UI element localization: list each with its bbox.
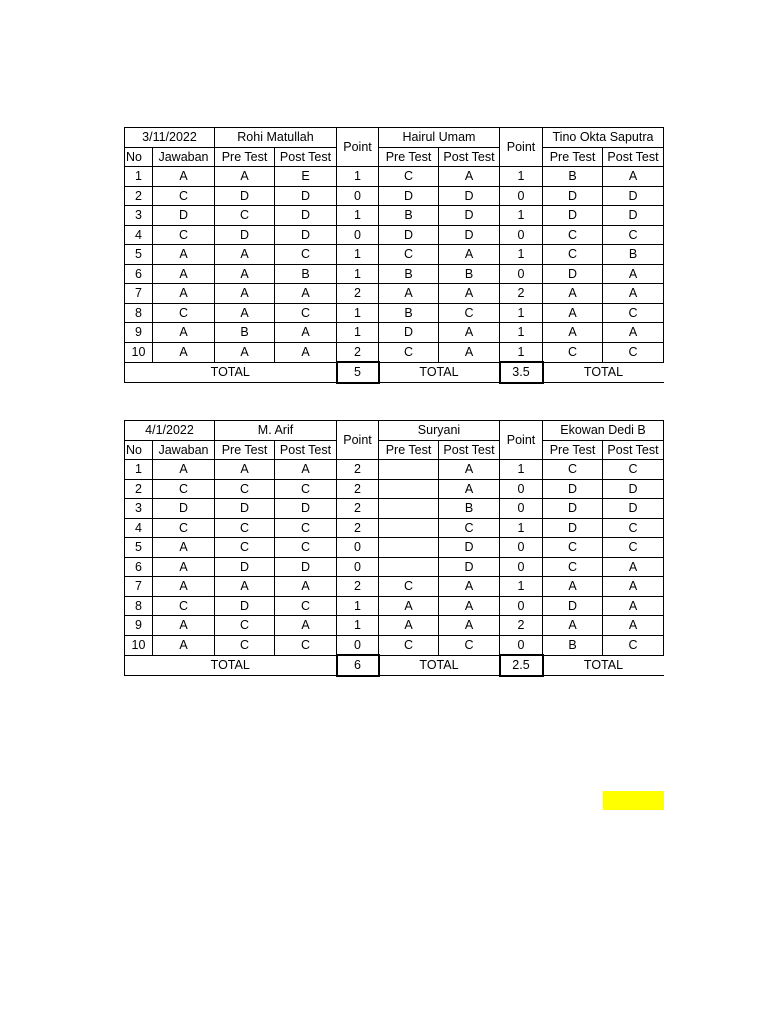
post-test-cell: C [275, 518, 337, 538]
date-header: 4/1/2022 [125, 421, 215, 441]
table-row [125, 206, 664, 226]
post-test-cell: C [439, 635, 500, 655]
total-point-value: 6 [337, 655, 379, 676]
pre-test-cell: C [379, 342, 439, 362]
total-label: TOTAL [125, 655, 337, 676]
point-cell: 0 [500, 225, 543, 245]
pre-test-cell: A [543, 303, 603, 323]
row-number: 1 [125, 167, 153, 187]
pre-test-cell: A [543, 323, 603, 343]
post-test-cell: D [439, 557, 500, 577]
pre-test-header: Pre Test [379, 440, 439, 460]
pre-test-cell: B [543, 167, 603, 187]
pre-test-header: Pre Test [215, 147, 275, 167]
answer-key-cell: C [153, 225, 215, 245]
row-number: 2 [125, 479, 153, 499]
pre-test-cell [379, 538, 439, 558]
point-cell: 0 [500, 596, 543, 616]
header-row-columns [125, 440, 664, 460]
pre-test-cell: C [543, 557, 603, 577]
total-label: TOTAL [379, 655, 500, 676]
post-test-cell: D [275, 557, 337, 577]
pre-test-cell: C [379, 245, 439, 265]
pre-test-cell: A [379, 596, 439, 616]
pre-test-cell: D [215, 499, 275, 519]
pre-test-cell: A [215, 577, 275, 597]
post-test-cell: A [439, 342, 500, 362]
post-test-cell: A [275, 323, 337, 343]
post-test-cell: A [275, 460, 337, 480]
post-test-cell: A [603, 264, 664, 284]
pre-test-cell: C [215, 635, 275, 655]
point-cell: 1 [500, 342, 543, 362]
table-row [125, 245, 664, 265]
point-cell: 1 [337, 264, 379, 284]
pre-test-cell: C [215, 538, 275, 558]
row-number: 10 [125, 342, 153, 362]
table-row [125, 616, 664, 636]
table-row [125, 557, 664, 577]
answer-key-cell: A [153, 616, 215, 636]
point-cell: 1 [337, 616, 379, 636]
point-cell: 2 [337, 460, 379, 480]
row-number: 8 [125, 596, 153, 616]
post-test-cell: D [603, 479, 664, 499]
post-test-cell: D [603, 186, 664, 206]
pre-test-cell: D [543, 596, 603, 616]
post-test-cell: A [275, 342, 337, 362]
post-test-cell: A [439, 167, 500, 187]
person-name-header: Suryani [379, 421, 500, 441]
pre-test-cell: D [215, 557, 275, 577]
point-cell: 0 [500, 186, 543, 206]
pre-test-cell: C [543, 342, 603, 362]
person-name-header: Ekowan Dedi B [543, 421, 664, 441]
point-header: Point [337, 421, 379, 460]
post-test-cell: D [603, 499, 664, 519]
row-number: 7 [125, 577, 153, 597]
pre-test-cell: A [215, 284, 275, 304]
table-row [125, 225, 664, 245]
post-test-cell: A [439, 284, 500, 304]
pre-test-cell: A [543, 616, 603, 636]
post-test-cell: D [439, 538, 500, 558]
post-test-cell: A [603, 577, 664, 597]
pre-test-cell: A [215, 303, 275, 323]
row-number: 9 [125, 616, 153, 636]
point-cell: 0 [500, 557, 543, 577]
pre-test-cell: B [215, 323, 275, 343]
score-table-1 [124, 127, 664, 384]
post-test-cell: C [603, 342, 664, 362]
point-cell: 0 [337, 225, 379, 245]
post-test-cell: A [603, 167, 664, 187]
pre-test-cell: D [543, 264, 603, 284]
point-cell: 1 [500, 245, 543, 265]
post-test-cell: D [275, 499, 337, 519]
pre-test-cell: A [215, 264, 275, 284]
post-test-cell: A [603, 557, 664, 577]
header-row-columns [125, 147, 664, 167]
pre-test-cell: C [543, 225, 603, 245]
answer-key-cell: A [153, 264, 215, 284]
post-test-cell: E [275, 167, 337, 187]
post-test-cell: A [439, 616, 500, 636]
highlighted-cell [603, 791, 664, 810]
point-header: Point [337, 128, 379, 167]
point-cell: 0 [337, 538, 379, 558]
post-test-cell: A [275, 284, 337, 304]
row-number: 6 [125, 264, 153, 284]
no-column-header: No [125, 147, 153, 167]
pre-test-cell: A [215, 342, 275, 362]
point-header: Point [500, 128, 543, 167]
row-number: 5 [125, 538, 153, 558]
point-cell: 1 [337, 303, 379, 323]
point-cell: 2 [337, 342, 379, 362]
pre-test-cell: B [379, 206, 439, 226]
point-cell: 1 [500, 460, 543, 480]
pre-test-cell: C [215, 518, 275, 538]
post-test-cell: D [603, 206, 664, 226]
person-name-header: M. Arif [215, 421, 337, 441]
post-test-header: Post Test [275, 147, 337, 167]
post-test-cell: A [439, 245, 500, 265]
answer-key-cell: A [153, 635, 215, 655]
pre-test-header: Pre Test [215, 440, 275, 460]
table-row [125, 538, 664, 558]
pre-test-cell: D [215, 596, 275, 616]
person-name-header: Rohi Matullah [215, 128, 337, 148]
post-test-cell: C [603, 225, 664, 245]
post-test-cell: D [275, 206, 337, 226]
pre-test-cell: D [379, 323, 439, 343]
pre-test-header: Pre Test [379, 147, 439, 167]
pre-test-cell: D [543, 206, 603, 226]
row-number: 4 [125, 225, 153, 245]
answer-key-cell: D [153, 499, 215, 519]
table-row [125, 518, 664, 538]
point-cell: 1 [500, 303, 543, 323]
table-row [125, 635, 664, 655]
table-row [125, 499, 664, 519]
point-cell: 1 [337, 167, 379, 187]
table-row [125, 342, 664, 362]
point-cell: 1 [500, 206, 543, 226]
table-row [125, 264, 664, 284]
answer-key-cell: A [153, 460, 215, 480]
point-cell: 1 [500, 518, 543, 538]
post-test-cell: A [603, 616, 664, 636]
point-cell: 2 [500, 616, 543, 636]
score-table-2 [124, 420, 664, 677]
post-test-cell: C [439, 518, 500, 538]
total-label: TOTAL [543, 362, 664, 383]
person-name-header: Hairul Umam [379, 128, 500, 148]
table-row [125, 460, 664, 480]
pre-test-cell: C [379, 577, 439, 597]
answer-key-cell: A [153, 245, 215, 265]
post-test-cell: A [603, 323, 664, 343]
post-test-cell: B [439, 264, 500, 284]
post-test-header: Post Test [439, 147, 500, 167]
pre-test-cell: A [215, 167, 275, 187]
pre-test-cell: C [543, 460, 603, 480]
point-cell: 1 [337, 245, 379, 265]
point-header: Point [500, 421, 543, 460]
point-cell: 1 [500, 577, 543, 597]
pre-test-cell [379, 460, 439, 480]
date-header: 3/11/2022 [125, 128, 215, 148]
point-cell: 1 [337, 323, 379, 343]
post-test-cell: B [275, 264, 337, 284]
pre-test-header: Pre Test [543, 440, 603, 460]
answer-key-cell: A [153, 284, 215, 304]
row-number: 8 [125, 303, 153, 323]
post-test-cell: D [439, 225, 500, 245]
answer-key-cell: C [153, 303, 215, 323]
pre-test-cell: C [379, 635, 439, 655]
total-row [125, 655, 664, 676]
row-number: 4 [125, 518, 153, 538]
post-test-header: Post Test [275, 440, 337, 460]
post-test-cell: A [603, 284, 664, 304]
total-label: TOTAL [543, 655, 664, 676]
answer-key-cell: A [153, 538, 215, 558]
post-test-cell: C [603, 460, 664, 480]
post-test-cell: A [439, 323, 500, 343]
pre-test-cell [379, 499, 439, 519]
jawaban-column-header: Jawaban [153, 440, 215, 460]
point-cell: 2 [337, 499, 379, 519]
answer-key-cell: C [153, 518, 215, 538]
post-test-cell: D [275, 186, 337, 206]
post-test-cell: C [275, 303, 337, 323]
pre-test-cell: D [379, 225, 439, 245]
table-row [125, 596, 664, 616]
pre-test-cell [379, 518, 439, 538]
answer-key-cell: A [153, 577, 215, 597]
total-row [125, 362, 664, 383]
answer-key-cell: C [153, 186, 215, 206]
pre-test-cell: B [379, 264, 439, 284]
post-test-cell: B [439, 499, 500, 519]
point-cell: 0 [337, 635, 379, 655]
header-row-names [125, 128, 664, 148]
point-cell: 1 [337, 596, 379, 616]
pre-test-cell: A [215, 245, 275, 265]
post-test-cell: A [275, 616, 337, 636]
jawaban-column-header: Jawaban [153, 147, 215, 167]
pre-test-cell: D [543, 518, 603, 538]
header-row-names [125, 421, 664, 441]
pre-test-cell: B [379, 303, 439, 323]
row-number: 1 [125, 460, 153, 480]
point-cell: 2 [500, 284, 543, 304]
table-row [125, 479, 664, 499]
pre-test-cell: D [215, 225, 275, 245]
row-number: 5 [125, 245, 153, 265]
post-test-cell: C [275, 538, 337, 558]
post-test-cell: C [275, 635, 337, 655]
point-cell: 0 [337, 186, 379, 206]
no-column-header: No [125, 440, 153, 460]
row-number: 7 [125, 284, 153, 304]
post-test-cell: A [439, 460, 500, 480]
post-test-cell: D [275, 225, 337, 245]
pre-test-cell: A [379, 284, 439, 304]
point-cell: 0 [500, 499, 543, 519]
pre-test-cell: A [543, 284, 603, 304]
answer-key-cell: C [153, 596, 215, 616]
pre-test-cell [379, 479, 439, 499]
row-number: 2 [125, 186, 153, 206]
pre-test-cell: A [379, 616, 439, 636]
table-row [125, 303, 664, 323]
pre-test-cell: D [543, 479, 603, 499]
post-test-cell: C [603, 303, 664, 323]
post-test-header: Post Test [603, 147, 664, 167]
point-cell: 0 [500, 538, 543, 558]
post-test-header: Post Test [439, 440, 500, 460]
post-test-cell: C [439, 303, 500, 323]
post-test-cell: C [275, 245, 337, 265]
point-cell: 2 [337, 479, 379, 499]
answer-key-cell: A [153, 167, 215, 187]
point-cell: 1 [500, 167, 543, 187]
total-label: TOTAL [379, 362, 500, 383]
post-test-cell: D [439, 206, 500, 226]
pre-test-cell: D [543, 499, 603, 519]
post-test-cell: A [439, 577, 500, 597]
post-test-cell: C [603, 635, 664, 655]
point-cell: 1 [337, 206, 379, 226]
point-cell: 2 [337, 518, 379, 538]
table-row [125, 323, 664, 343]
answer-key-cell: A [153, 342, 215, 362]
pre-test-cell: D [215, 186, 275, 206]
point-cell: 0 [500, 635, 543, 655]
total-point-value: 2.5 [500, 655, 543, 676]
point-cell: 1 [500, 323, 543, 343]
post-test-cell: C [275, 596, 337, 616]
point-cell: 2 [337, 577, 379, 597]
post-test-cell: A [439, 479, 500, 499]
row-number: 3 [125, 499, 153, 519]
pre-test-cell: D [379, 186, 439, 206]
post-test-cell: A [603, 596, 664, 616]
pre-test-cell [379, 557, 439, 577]
table-row [125, 167, 664, 187]
row-number: 9 [125, 323, 153, 343]
table-row [125, 186, 664, 206]
table-row [125, 284, 664, 304]
pre-test-header: Pre Test [543, 147, 603, 167]
pre-test-cell: C [379, 167, 439, 187]
post-test-header: Post Test [603, 440, 664, 460]
point-cell: 2 [337, 284, 379, 304]
answer-key-cell: A [153, 323, 215, 343]
pre-test-cell: C [215, 206, 275, 226]
total-point-value: 5 [337, 362, 379, 383]
total-label: TOTAL [125, 362, 337, 383]
point-cell: 0 [500, 479, 543, 499]
post-test-cell: B [603, 245, 664, 265]
pre-test-cell: A [543, 577, 603, 597]
pre-test-cell: D [543, 186, 603, 206]
pre-test-cell: A [215, 460, 275, 480]
answer-key-cell: D [153, 206, 215, 226]
point-cell: 0 [337, 557, 379, 577]
pre-test-cell: C [215, 616, 275, 636]
person-name-header: Tino Okta Saputra [543, 128, 664, 148]
pre-test-cell: C [543, 538, 603, 558]
answer-key-cell: A [153, 557, 215, 577]
answer-key-cell: C [153, 479, 215, 499]
total-point-value: 3.5 [500, 362, 543, 383]
post-test-cell: A [439, 596, 500, 616]
post-test-cell: D [439, 186, 500, 206]
row-number: 6 [125, 557, 153, 577]
post-test-cell: C [603, 538, 664, 558]
point-cell: 0 [500, 264, 543, 284]
row-number: 3 [125, 206, 153, 226]
post-test-cell: C [603, 518, 664, 538]
row-number: 10 [125, 635, 153, 655]
post-test-cell: A [275, 577, 337, 597]
pre-test-cell: B [543, 635, 603, 655]
table-row [125, 577, 664, 597]
post-test-cell: C [275, 479, 337, 499]
pre-test-cell: C [215, 479, 275, 499]
pre-test-cell: C [543, 245, 603, 265]
